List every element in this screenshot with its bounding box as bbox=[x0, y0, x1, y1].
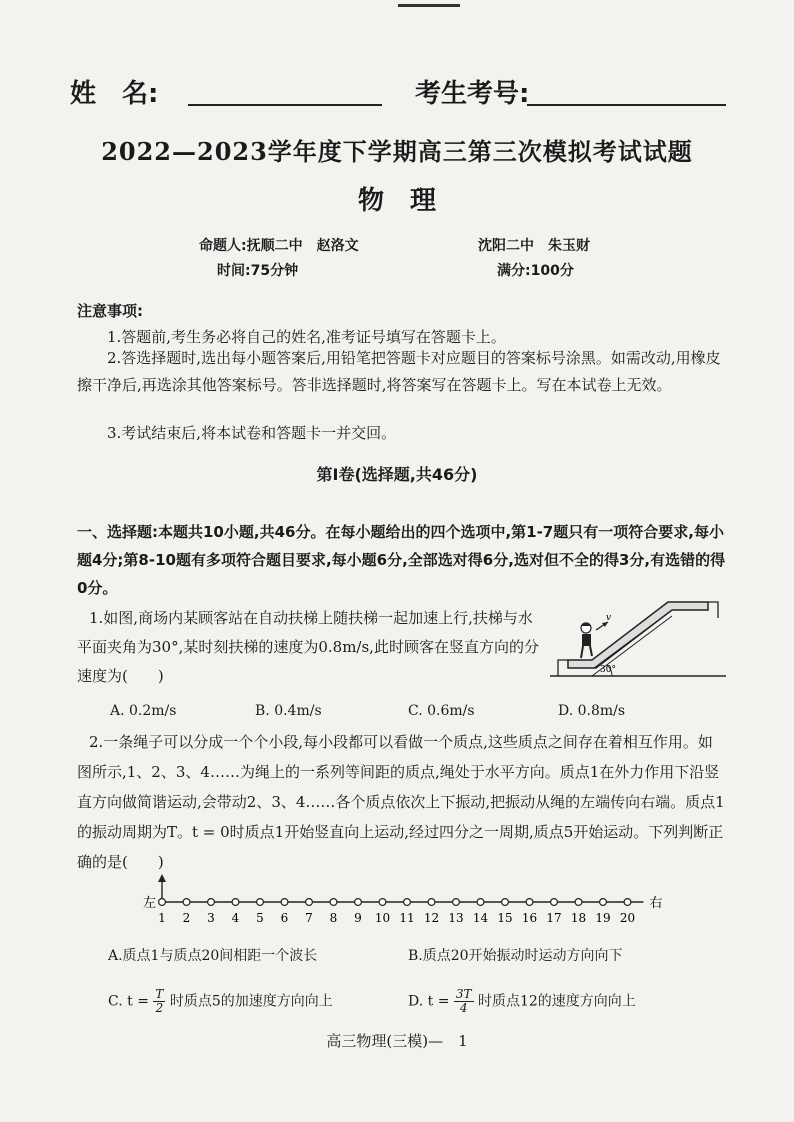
q2-option-b[interactable]: B.质点20开始振动时运动方向向下 bbox=[408, 948, 623, 964]
q2-option-d-num: 3T bbox=[455, 987, 472, 1001]
part1-intro: 一、选择题:本题共10小题,共46分。在每小题给出的四个选项中,第1-7题只有一项符合要求,每小题4分;第8-10题有多项符合题目要求,每小题6分,全部选对得6分,选对但不全的得3分,有选错的得0分。 bbox=[77, 523, 726, 597]
exam-title: 2022—2023学年度下学期高三第三次模拟考试试题 bbox=[101, 137, 693, 166]
subject-title: 物 理 bbox=[357, 186, 436, 216]
name-blank[interactable] bbox=[188, 104, 382, 106]
rope-point bbox=[208, 899, 215, 906]
rope-point-label: 7 bbox=[305, 911, 313, 925]
rope-point-label: 20 bbox=[619, 911, 636, 925]
note-2: 2.答选择题时,选出每小题答案后,用铅笔把答题卡对应题目的答案标号涂黑。如需改动,用橡皮擦干净后,再选涂其他答案标号。答非选择题时,将答案写在答题卡上。写在本试卷上无效。 bbox=[77, 349, 721, 394]
rope-point-label: 8 bbox=[329, 911, 338, 925]
escalator-figure bbox=[548, 588, 728, 683]
rope-point-label: 12 bbox=[423, 911, 440, 925]
time-info: 时间:75分钟 bbox=[217, 263, 299, 279]
q2-option-c-fraction bbox=[153, 988, 165, 1015]
rope-point bbox=[306, 899, 313, 906]
name-label: 姓 名: bbox=[70, 79, 159, 109]
rope-point-label: 16 bbox=[521, 911, 538, 925]
rope-point-label: 17 bbox=[546, 911, 562, 925]
score-info: 满分:100分 bbox=[497, 263, 574, 279]
q1-option-c[interactable]: C. 0.6m/s bbox=[408, 703, 475, 719]
rope-point bbox=[526, 899, 533, 906]
q1-option-b[interactable]: B. 0.4m/s bbox=[255, 703, 322, 719]
rope-figure bbox=[140, 870, 680, 930]
q2-option-c-num: T bbox=[155, 987, 164, 1001]
rope-point-label: 13 bbox=[448, 911, 464, 925]
q2-option-c-prefix: C. t = bbox=[108, 993, 149, 1010]
rope-point bbox=[232, 899, 239, 906]
q2-option-c-den: 2 bbox=[155, 1001, 164, 1015]
rope-point bbox=[551, 899, 558, 906]
top-mark bbox=[398, 4, 460, 7]
rope-point bbox=[502, 899, 509, 906]
rope-point bbox=[404, 899, 411, 906]
rope-point-label: 14 bbox=[472, 911, 489, 925]
rope-point-label: 15 bbox=[497, 911, 513, 925]
rope-point bbox=[477, 899, 484, 906]
velocity-arrow bbox=[596, 613, 611, 630]
candidate-info-row bbox=[70, 70, 730, 110]
rope-right-label: 右 bbox=[649, 896, 663, 911]
up-arrow-icon bbox=[158, 874, 166, 882]
q2-option-c[interactable] bbox=[108, 988, 333, 1015]
notes-heading: 注意事项: bbox=[77, 302, 143, 320]
q2-option-a[interactable]: A.质点1与质点20间相距一个波长 bbox=[108, 948, 318, 964]
rope-point bbox=[159, 899, 166, 906]
author2-info: 沈阳二中 朱玉财 bbox=[478, 238, 590, 254]
q1-stem: 1.如图,商场内某顾客站在自动扶梯上随扶梯一起加速上行,扶梯与水平面夹角为30°,某时刻扶梯的速度为0.8m/s,此时顾客在竖直方向的分速度为( ) bbox=[77, 609, 539, 685]
angle-label: 30° bbox=[600, 665, 616, 675]
q1-option-a[interactable]: A. 0.2m/s bbox=[110, 703, 177, 719]
rope-point-label: 3 bbox=[207, 911, 215, 925]
rope-point-label: 4 bbox=[231, 911, 240, 925]
rope-point bbox=[281, 899, 288, 906]
q1-option-d[interactable]: D. 0.8m/s bbox=[558, 703, 626, 719]
person-icon bbox=[581, 623, 592, 659]
rope-left-label: 左 bbox=[143, 896, 157, 911]
q2-option-d[interactable] bbox=[408, 988, 636, 1015]
rope-point-label: 1 bbox=[158, 911, 166, 925]
section-title: 第I卷(选择题,共46分) bbox=[316, 465, 478, 484]
rope-point bbox=[330, 899, 337, 906]
rope-point-label: 2 bbox=[182, 911, 191, 925]
q2-option-d-text: 时质点12的速度方向向上 bbox=[477, 993, 636, 1010]
rope-point bbox=[453, 899, 460, 906]
exam-number-blank[interactable] bbox=[527, 104, 726, 106]
rope-point-label: 18 bbox=[570, 911, 587, 925]
author-info: 命题人:抚顺二中 赵洛文 bbox=[199, 238, 359, 254]
q2-stem: 2.一条绳子可以分成一个个小段,每小段都可以看做一个质点,这些质点之间存在着相互作用。如图所示,1、2、3、4……为绳上的一系列等间距的质点,绳处于水平方向。质点1在外力作用下沿竖直方向做简谐运动,会带动2、3、4……各个质点依次上下振动,把振动从绳的左端传向右端。质点1的振动周期为T。t = 0时质点1开始竖直向上运动,经过四分之一周期,质点5开始运动。下列判断正确的是( ) bbox=[77, 733, 725, 871]
rope-point-label: 10 bbox=[374, 911, 391, 925]
exam-number-label: 考生考号: bbox=[415, 79, 530, 109]
rope-point bbox=[257, 899, 264, 906]
note-3: 3.考试结束后,将本试卷和答题卡一并交回。 bbox=[107, 424, 397, 442]
rope-point bbox=[379, 899, 386, 906]
rope-point-label: 5 bbox=[256, 911, 264, 925]
rope-point-label: 6 bbox=[280, 911, 289, 925]
rope-point bbox=[183, 899, 190, 906]
page-footer: 高三物理(三模)— 1 bbox=[326, 1032, 468, 1050]
q2-option-d-prefix: D. t = bbox=[408, 993, 450, 1010]
note-1: 1.答题前,考生务必将自己的姓名,准考证号填写在答题卡上。 bbox=[107, 328, 506, 346]
rope-point-label: 19 bbox=[595, 911, 611, 925]
velocity-label: v bbox=[606, 613, 612, 623]
rope-point bbox=[428, 899, 435, 906]
rope-point bbox=[355, 899, 362, 906]
rope-point-label: 11 bbox=[399, 911, 415, 925]
escalator-icon bbox=[550, 602, 726, 676]
rope-point-label: 9 bbox=[354, 911, 362, 925]
rope-point bbox=[624, 899, 631, 906]
rope-point bbox=[575, 899, 582, 906]
q2-option-c-text: 时质点5的加速度方向向上 bbox=[169, 993, 333, 1010]
q2-option-d-fraction bbox=[454, 988, 474, 1015]
rope-point bbox=[600, 899, 607, 906]
q2-option-d-den: 4 bbox=[459, 1001, 468, 1015]
